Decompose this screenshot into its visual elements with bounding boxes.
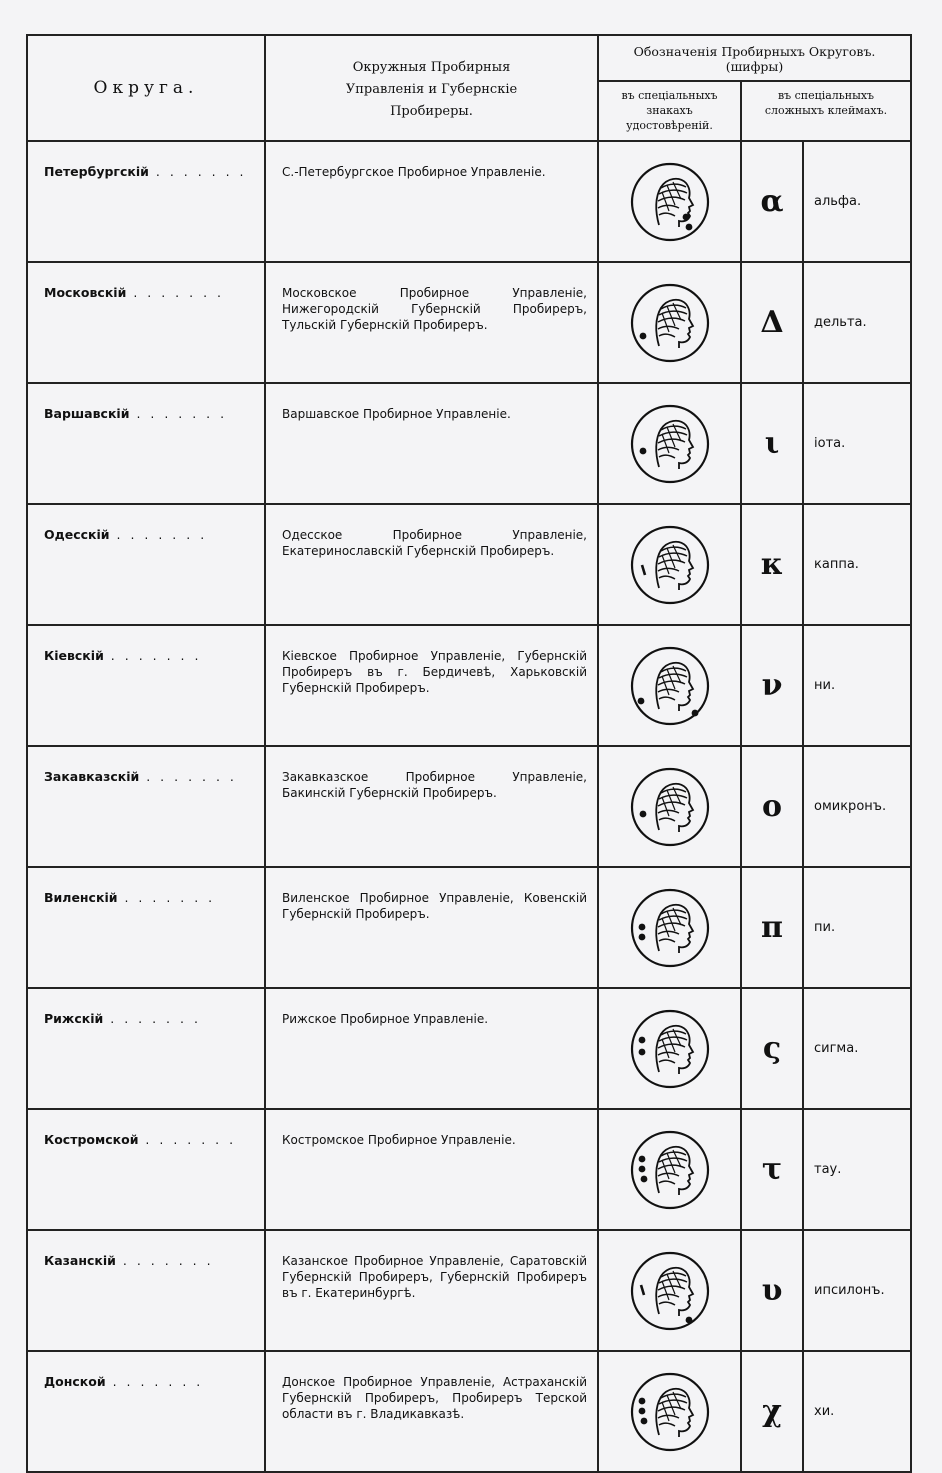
assay-head-stamp-icon (629, 282, 711, 364)
assay-head-stamp-icon (629, 1371, 711, 1453)
upravlenie-text: Московское Пробирное Управленіе, Нижегородскій Губернскій Пробиреръ, Тульскій Губернскій Пробиреръ. (282, 286, 587, 332)
table-row (27, 383, 911, 504)
okrug-cell (27, 262, 265, 383)
header-kleyma-text: въ спеціальныхъ сложныхъ клеймахъ. (764, 89, 888, 117)
okrug-cell (27, 504, 265, 625)
upravlenie-text: Варшавское Пробирное Управленіе. (282, 407, 511, 421)
cipher-letter: χ (741, 1351, 803, 1472)
leader-dots: . . . . . . . (126, 285, 224, 300)
assay-head-stamp-icon (629, 1250, 711, 1332)
okrug-cell (27, 988, 265, 1109)
okrug-name: Петербургскій (44, 164, 149, 179)
header-upravleniya (265, 35, 598, 141)
assay-head-stamp-icon (629, 766, 711, 848)
cipher-letter: Δ (741, 262, 803, 383)
upravlenie-cell (265, 1230, 598, 1351)
leader-dots: . . . . . . . (129, 406, 228, 421)
leader-dots: . . . . . . . (109, 527, 208, 542)
table-row (27, 262, 911, 383)
upravlenie-text: Казанское Пробирное Управленіе, Саратовскій Губернскій Пробиреръ, Губернскій Пробиреръ въ г. Екатеринбургѣ. (282, 1254, 587, 1300)
stamp-cell (598, 1109, 741, 1230)
cipher-name: каппа. (803, 504, 911, 625)
okrug-cell (27, 867, 265, 988)
upravlenie-cell (265, 867, 598, 988)
leader-dots: . . . . . . . (138, 1132, 237, 1147)
table-row (27, 1230, 911, 1351)
leader-dots: . . . . . . . (139, 769, 237, 784)
assay-head-stamp-icon (629, 1008, 711, 1090)
leader-dots: . . . . . . . (115, 1253, 214, 1268)
assay-districts-table (26, 34, 912, 1473)
okrug-name: Одесскій (44, 527, 110, 542)
stamp-cell (598, 1230, 741, 1351)
assay-head-stamp-icon (629, 645, 711, 727)
header-znaki (598, 81, 741, 141)
cipher-name: дельта. (803, 262, 911, 383)
upravlenie-text: Рижское Пробирное Управленіе. (282, 1012, 489, 1026)
assay-head-stamp-icon (629, 403, 711, 485)
stamp-cell (598, 625, 741, 746)
okrug-cell (27, 746, 265, 867)
upravlenie-cell (265, 746, 598, 867)
okrug-name: Донской (44, 1374, 106, 1389)
cipher-letter: υ (741, 1230, 803, 1351)
stamp-cell (598, 1351, 741, 1472)
assay-head-stamp-icon (629, 524, 711, 606)
okrug-name: Закавказскій (44, 769, 140, 784)
upravlenie-cell (265, 1351, 598, 1472)
table-row (27, 141, 911, 262)
okrug-name: Казанскій (44, 1253, 116, 1268)
okrug-cell (27, 625, 265, 746)
header-znaki-text: въ спеціальныхъ знакахъ удостовѣреній. (621, 89, 718, 132)
header-okruga: Округа. (27, 35, 265, 141)
upravlenie-text: Донское Пробирное Управленіе, Астраханскій Губернскій Пробиреръ, Пробиреръ Терской области въ г. Владикавказѣ. (282, 1375, 587, 1421)
okrug-name: Рижскій (44, 1011, 104, 1026)
upravlenie-cell (265, 625, 598, 746)
upravlenie-text: С.-Петербургское Пробирное Управленіе. (282, 165, 546, 179)
upravlenie-cell (265, 988, 598, 1109)
cipher-letter: α (741, 141, 803, 262)
okrug-cell (27, 1109, 265, 1230)
upravlenie-text: Одесское Пробирное Управленіе, Екатеринославскій Губернскій Пробиреръ. (282, 528, 587, 558)
stamp-cell (598, 746, 741, 867)
stamp-cell (598, 262, 741, 383)
leader-dots: . . . . . . . (103, 1011, 201, 1026)
cipher-name: пи. (803, 867, 911, 988)
upravlenie-cell (265, 262, 598, 383)
okrug-name: Виленскій (44, 890, 118, 905)
cipher-name: омикронъ. (803, 746, 911, 867)
table-row (27, 988, 911, 1109)
cipher-letter: ο (741, 746, 803, 867)
cipher-letter: κ (741, 504, 803, 625)
assay-head-stamp-icon (629, 887, 711, 969)
upravlenie-text: Кіевское Пробирное Управленіе, Губернскій Пробиреръ въ г. Бердичевѣ, Харьковскій Губернскій Пробиреръ. (282, 649, 587, 695)
table-row (27, 1109, 911, 1230)
okrug-cell (27, 383, 265, 504)
header-upravleniya-text: Окружныя Пробирныя Управленія и Губернскіе Пробиреры. (345, 60, 518, 119)
table-row (27, 504, 911, 625)
stamp-cell (598, 988, 741, 1109)
okrug-cell (27, 141, 265, 262)
cipher-name: сигма. (803, 988, 911, 1109)
cipher-letter: τ (741, 1109, 803, 1230)
upravlenie-cell (265, 141, 598, 262)
okrug-name: Варшавскій (44, 406, 130, 421)
cipher-name: альфа. (803, 141, 911, 262)
upravlenie-cell (265, 504, 598, 625)
cipher-letter: ι (741, 383, 803, 504)
cipher-name: тау. (803, 1109, 911, 1230)
assay-head-stamp-icon (629, 1129, 711, 1211)
stamp-cell (598, 867, 741, 988)
cipher-name: ипсилонъ. (803, 1230, 911, 1351)
cipher-letter: ς (741, 988, 803, 1109)
table-row (27, 867, 911, 988)
upravlenie-cell (265, 383, 598, 504)
table-row (27, 625, 911, 746)
upravlenie-cell (265, 1109, 598, 1230)
cipher-name: іота. (803, 383, 911, 504)
stamp-cell (598, 383, 741, 504)
stamp-cell (598, 504, 741, 625)
okrug-cell (27, 1351, 265, 1472)
leader-dots: . . . . . . . (117, 890, 216, 905)
cipher-letter: ν (741, 625, 803, 746)
cipher-name: хи. (803, 1351, 911, 1472)
cipher-name: ни. (803, 625, 911, 746)
header-kleyma (741, 81, 911, 141)
cipher-letter: π (741, 867, 803, 988)
okrug-cell (27, 1230, 265, 1351)
okrug-name: Московскій (44, 285, 127, 300)
upravlenie-text: Виленское Пробирное Управленіе, Ковенскій Губернскій Пробиреръ. (282, 891, 587, 921)
leader-dots: . . . . . . . (103, 648, 202, 663)
table-row (27, 1351, 911, 1472)
header-oboznacheniya-text: Обозначенія Пробирныхъ Округовъ. (шифры) (633, 44, 876, 74)
assay-head-stamp-icon (629, 161, 711, 243)
table-row (27, 746, 911, 867)
okrug-name: Кіевскій (44, 648, 104, 663)
header-oboznacheniya (598, 35, 911, 81)
leader-dots: . . . . . . . (148, 164, 247, 179)
leader-dots: . . . . . . . (105, 1374, 204, 1389)
okrug-name: Костромской (44, 1132, 139, 1147)
upravlenie-text: Костромское Пробирное Управленіе. (282, 1133, 516, 1147)
stamp-cell (598, 141, 741, 262)
upravlenie-text: Закавказское Пробирное Управленіе, Бакинскій Губернскій Пробиреръ. (282, 770, 587, 800)
